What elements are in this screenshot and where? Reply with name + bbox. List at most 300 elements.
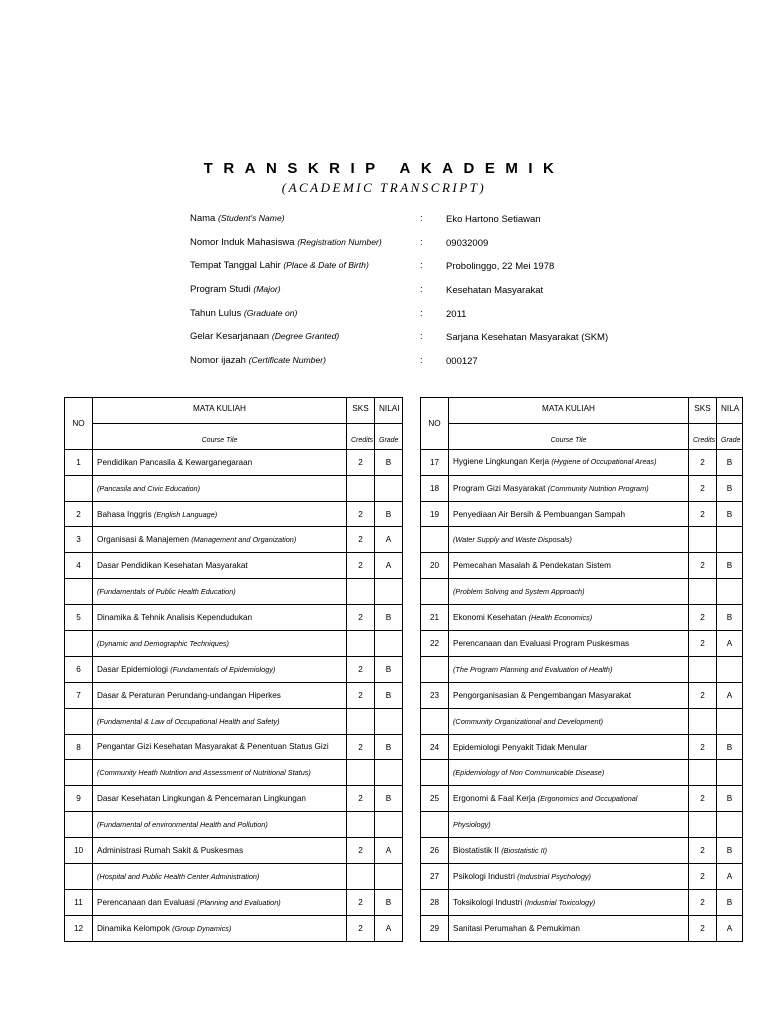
info-label — [190, 355, 326, 366]
course-sks — [689, 812, 717, 838]
course-name — [93, 915, 347, 941]
info-colon: : — [420, 355, 423, 367]
course-name — [93, 605, 347, 631]
info-row — [190, 355, 650, 379]
header-nilai: NILAI — [375, 398, 403, 424]
course-grade: B — [717, 553, 743, 579]
course-name — [93, 656, 347, 682]
course-name-en: (English Language) — [153, 509, 218, 519]
course-name — [93, 864, 347, 890]
info-value: 2011 — [446, 308, 467, 320]
course-grade: B — [375, 734, 403, 760]
course-sks: 2 — [689, 889, 717, 915]
header-course-sub: Course Tile — [93, 423, 347, 449]
course-grade: B — [717, 501, 743, 527]
table-row — [65, 553, 403, 579]
course-name — [93, 579, 347, 605]
course-name-id: Organisasi & Manajemen — [97, 535, 189, 545]
course-name-en: (Problem Solving and System Approach) — [453, 587, 585, 597]
course-name — [449, 708, 689, 734]
course-no: 28 — [421, 889, 449, 915]
table-row — [421, 475, 743, 501]
table-row — [65, 786, 403, 812]
course-name — [449, 864, 689, 890]
table-row — [421, 760, 743, 786]
course-grade: B — [375, 682, 403, 708]
course-no: 18 — [421, 475, 449, 501]
course-name — [449, 527, 689, 553]
course-grade: B — [375, 449, 403, 475]
course-name-en: (Ergonomics and Occupational — [537, 794, 638, 804]
info-row — [190, 260, 650, 284]
course-sks: 2 — [689, 449, 717, 475]
course-grade — [375, 812, 403, 838]
course-name — [449, 605, 689, 631]
course-no: 27 — [421, 864, 449, 890]
course-grade: B — [717, 838, 743, 864]
course-sks: 2 — [347, 838, 375, 864]
course-sks — [347, 760, 375, 786]
info-label-id: Gelar Kesarjanaan — [190, 331, 270, 343]
course-no: 5 — [65, 605, 93, 631]
course-grade — [375, 579, 403, 605]
course-name-id: Administrasi Rumah Sakit & Puskesmas — [97, 846, 244, 856]
course-name-en: (Fundamental of environmental Health and Pollution) — [97, 820, 268, 830]
table-row — [65, 501, 403, 527]
course-name-id: Pengantar Gizi Kesehatan Masyarakat & Penentuan Status Gizi — [97, 741, 329, 751]
course-no: 20 — [421, 553, 449, 579]
table-row — [421, 449, 743, 475]
course-sks: 2 — [347, 553, 375, 579]
course-grade — [375, 475, 403, 501]
course-name — [93, 838, 347, 864]
course-sks: 2 — [347, 786, 375, 812]
course-name — [449, 915, 689, 941]
course-sks: 2 — [689, 682, 717, 708]
header-course: MATA KULIAH — [93, 398, 347, 424]
header-course-sub: Course Tile — [449, 423, 689, 449]
table-row — [65, 631, 403, 657]
info-label-en: (Certificate Number) — [248, 355, 326, 366]
table-row — [421, 915, 743, 941]
info-label-id: Nama — [190, 213, 216, 224]
course-name-en: (Group Dynamics) — [172, 923, 232, 933]
course-grade: B — [717, 889, 743, 915]
info-row — [190, 331, 650, 355]
table-row — [421, 656, 743, 682]
course-name — [93, 708, 347, 734]
course-sks: 2 — [347, 656, 375, 682]
info-value: 09032009 — [446, 237, 489, 249]
course-name-id: Dasar Kesehatan Lingkungan & Pencemaran Lingkungan — [97, 794, 306, 804]
course-name — [449, 682, 689, 708]
info-label-id: Tempat Tanggal Lahir — [190, 260, 281, 272]
header-sks-sub: Credits — [689, 423, 717, 449]
course-name — [93, 527, 347, 553]
course-sks — [689, 579, 717, 605]
course-sks: 2 — [347, 915, 375, 941]
course-grade — [717, 812, 743, 838]
course-no — [421, 527, 449, 553]
course-no — [421, 760, 449, 786]
course-no — [421, 579, 449, 605]
header-sks: SKS — [347, 398, 375, 424]
course-no — [65, 864, 93, 890]
course-name-id: Pemecahan Masalah & Pendekatan Sistem — [453, 561, 611, 571]
course-name — [93, 889, 347, 915]
course-grade: B — [717, 475, 743, 501]
course-no: 23 — [421, 682, 449, 708]
course-name-en: (Dynamic and Demographic Techniques) — [97, 638, 229, 648]
course-grade: A — [375, 527, 403, 553]
course-no — [65, 708, 93, 734]
info-colon: : — [420, 236, 423, 248]
course-name-id: Hygiene Lingkungan Kerja — [453, 456, 550, 466]
course-name-en: (Management and Organization) — [191, 535, 297, 545]
course-name — [93, 553, 347, 579]
course-grade: B — [375, 605, 403, 631]
course-name — [449, 579, 689, 605]
info-label-en: (Student's Name) — [217, 213, 285, 223]
course-no: 4 — [65, 553, 93, 579]
course-grade — [375, 631, 403, 657]
table-row — [65, 734, 403, 760]
course-no — [65, 631, 93, 657]
info-row — [190, 284, 650, 308]
course-no: 25 — [421, 786, 449, 812]
table-row — [421, 708, 743, 734]
course-grade — [717, 527, 743, 553]
table-row — [65, 708, 403, 734]
course-grade: B — [717, 734, 743, 760]
info-label — [190, 331, 339, 342]
course-grade — [375, 864, 403, 890]
table-row — [65, 838, 403, 864]
table-row — [65, 682, 403, 708]
table-row — [65, 605, 403, 631]
info-value: Eko Hartono Setiawan — [446, 214, 541, 225]
course-no — [65, 760, 93, 786]
course-name — [93, 682, 347, 708]
course-sks: 2 — [347, 449, 375, 475]
info-label — [190, 284, 281, 295]
course-no: 8 — [65, 734, 93, 760]
header-nilai-sub: Grade — [375, 423, 403, 449]
course-name-en: (Health Economics) — [528, 613, 593, 623]
course-no: 1 — [65, 449, 93, 475]
transcript-table-left — [64, 397, 403, 942]
course-name-en: (Community Organizational and Development) — [453, 716, 604, 726]
course-grade: B — [717, 786, 743, 812]
table-row — [421, 889, 743, 915]
course-name-id: Pengorganisasian & Pengembangan Masyarakat — [453, 690, 631, 700]
table-row — [421, 605, 743, 631]
info-label — [190, 237, 382, 248]
table-row — [421, 527, 743, 553]
course-name — [93, 475, 347, 501]
course-sks: 2 — [689, 864, 717, 890]
course-sks: 2 — [347, 889, 375, 915]
info-label — [190, 213, 285, 224]
transcript-table-right — [420, 397, 743, 942]
info-label-en: (Degree Granted) — [271, 331, 340, 342]
course-sks — [689, 527, 717, 553]
course-name-id: Pendidikan Pancasila & Kewarganegaraan — [97, 457, 253, 467]
course-name-id: Ekonomi Kesehatan — [453, 613, 527, 623]
course-no — [65, 812, 93, 838]
course-name — [93, 631, 347, 657]
course-name-en: (Biostatistic II) — [501, 846, 548, 856]
course-name-id: Dasar & Peraturan Perundang-undangan Hiperkes — [97, 690, 281, 700]
info-label — [190, 308, 297, 319]
course-grade: A — [717, 631, 743, 657]
table-row — [65, 760, 403, 786]
course-name-en: (Epidemiology of Non Communicable Disease) — [453, 768, 605, 778]
course-name-en: (Pancasila and Civic Education) — [97, 483, 201, 493]
course-no: 22 — [421, 631, 449, 657]
course-no: 6 — [65, 656, 93, 682]
info-value: 000127 — [446, 356, 478, 368]
course-grade — [375, 708, 403, 734]
course-sks: 2 — [347, 527, 375, 553]
course-no — [421, 656, 449, 682]
table-row — [421, 579, 743, 605]
table-row — [65, 864, 403, 890]
header-nilai-sub: Grade — [717, 423, 743, 449]
course-sks — [347, 631, 375, 657]
table-row — [65, 449, 403, 475]
course-grade: A — [717, 915, 743, 941]
course-name — [93, 734, 347, 760]
course-name-id: Program Gizi Masyarakat — [453, 483, 546, 493]
table-row — [65, 656, 403, 682]
info-label-en: (Registration Number) — [297, 236, 382, 247]
header-no: NO — [421, 398, 449, 450]
course-sks: 2 — [689, 734, 717, 760]
table-row — [65, 915, 403, 941]
course-sks: 2 — [689, 786, 717, 812]
course-name — [449, 631, 689, 657]
course-grade — [375, 760, 403, 786]
course-sks: 2 — [347, 734, 375, 760]
table-row — [421, 838, 743, 864]
header-sks-sub: Credits — [347, 423, 375, 449]
course-name — [93, 786, 347, 812]
course-name — [449, 889, 689, 915]
course-name-id: Toksikologi Industri — [453, 897, 523, 907]
course-no: 7 — [65, 682, 93, 708]
course-grade — [717, 708, 743, 734]
course-grade: B — [375, 786, 403, 812]
course-no — [65, 579, 93, 605]
info-value: Kesehatan Masyarakat — [446, 285, 544, 297]
course-no: 29 — [421, 915, 449, 941]
info-row — [190, 237, 650, 261]
course-name-en: (Fundamentals of Public Health Education) — [97, 587, 236, 597]
header-nilai: NILA — [717, 398, 743, 424]
course-grade — [717, 579, 743, 605]
info-value: Sarjana Kesehatan Masyarakat (SKM) — [446, 332, 609, 344]
table-row — [421, 553, 743, 579]
table-row — [421, 864, 743, 890]
course-sks: 2 — [689, 838, 717, 864]
course-grade — [717, 656, 743, 682]
course-name — [93, 501, 347, 527]
course-sks: 2 — [347, 501, 375, 527]
course-name-id: Biostatistik II — [453, 846, 499, 856]
course-name — [449, 760, 689, 786]
table-row — [421, 786, 743, 812]
table-row — [65, 527, 403, 553]
header-sks: SKS — [689, 398, 717, 424]
course-sks — [689, 708, 717, 734]
course-sks — [347, 864, 375, 890]
course-name — [449, 786, 689, 812]
course-no: 26 — [421, 838, 449, 864]
course-sks — [347, 708, 375, 734]
course-grade: A — [375, 915, 403, 941]
course-sks: 2 — [347, 605, 375, 631]
course-name — [93, 449, 347, 475]
table-row — [65, 475, 403, 501]
table-row — [65, 812, 403, 838]
course-sks: 2 — [689, 605, 717, 631]
course-grade: A — [717, 682, 743, 708]
course-name-en: Physiology) — [453, 820, 491, 830]
course-sks — [689, 656, 717, 682]
info-value: Probolinggo, 22 Mei 1978 — [446, 261, 555, 273]
info-row — [190, 213, 650, 237]
info-colon: : — [420, 260, 423, 272]
course-name — [449, 449, 689, 475]
course-no: 17 — [421, 449, 449, 475]
student-info — [190, 213, 650, 379]
course-name-id: Perencanaan dan Evaluasi — [97, 897, 195, 907]
info-label-id: Nomor Induk Mahasiswa — [190, 236, 295, 248]
course-grade: B — [375, 889, 403, 915]
header-no: NO — [65, 398, 93, 450]
info-label-id: Tahun Lulus — [190, 307, 242, 319]
info-label-en: (Place & Date of Birth) — [283, 260, 369, 271]
course-grade: A — [375, 838, 403, 864]
course-grade: B — [375, 656, 403, 682]
course-name-en: (Water Supply and Waste Disposals) — [453, 535, 572, 545]
course-name-en: (Fundamental & Law of Occupational Health and Safety) — [97, 716, 280, 726]
info-colon: : — [420, 284, 423, 296]
course-name — [93, 812, 347, 838]
course-name-en: (Fundamentals of Epidemiology) — [170, 664, 276, 674]
info-colon: : — [420, 331, 423, 343]
course-name-en: (Industrial Psychology) — [517, 871, 591, 881]
info-colon: : — [420, 307, 423, 319]
course-name-en: (Community Heath Nutrition and Assessment of Nutritional Status) — [97, 768, 311, 778]
course-name-id: Bahasa Inggris — [97, 509, 152, 519]
course-name-en: (Planning and Evaluation) — [197, 897, 281, 907]
header-course: MATA KULIAH — [449, 398, 689, 424]
info-label-en: (Major) — [253, 284, 281, 295]
course-grade: B — [717, 449, 743, 475]
course-sks: 2 — [347, 682, 375, 708]
course-name-en: (Hospital and Public Health Center Administration) — [97, 871, 260, 881]
info-label-en: (Graduate on) — [243, 307, 298, 318]
course-sks — [689, 760, 717, 786]
course-name-id: Penyediaan Air Bersih & Pembuangan Sampah — [453, 509, 626, 519]
info-row — [190, 308, 650, 332]
course-sks — [347, 475, 375, 501]
table-row — [421, 812, 743, 838]
course-name-en: (Industrial Toxicology) — [524, 897, 596, 907]
course-no: 19 — [421, 501, 449, 527]
info-colon: : — [420, 213, 423, 224]
course-name-id: Dasar Pendidikan Kesehatan Masyarakat — [97, 561, 248, 571]
page-title: TRANSKRIP AKADEMIK — [203, 160, 565, 177]
course-name-en: (The Program Planning and Evaluation of Health) — [453, 664, 613, 674]
course-no: 11 — [65, 889, 93, 915]
course-grade — [717, 760, 743, 786]
course-name — [449, 734, 689, 760]
course-name-id: Sanitasi Perumahan & Pemukiman — [453, 923, 580, 933]
course-sks: 2 — [689, 915, 717, 941]
course-name-en: (Hygiene of Occupational Areas) — [551, 456, 657, 466]
course-no: 3 — [65, 527, 93, 553]
course-no: 24 — [421, 734, 449, 760]
course-sks: 2 — [689, 553, 717, 579]
table-row — [421, 501, 743, 527]
course-no: 12 — [65, 915, 93, 941]
table-row — [421, 682, 743, 708]
course-name — [449, 553, 689, 579]
info-label-id: Program Studi — [190, 284, 251, 296]
course-sks — [347, 812, 375, 838]
table-row — [421, 631, 743, 657]
course-no — [421, 708, 449, 734]
course-no: 9 — [65, 786, 93, 812]
course-no — [65, 475, 93, 501]
course-name-id: Ergonomi & Faal Kerja — [453, 794, 536, 804]
course-name — [449, 501, 689, 527]
course-name-id: Dinamika & Tehnik Analisis Kependudukan — [97, 613, 253, 623]
course-name — [449, 475, 689, 501]
course-sks: 2 — [689, 501, 717, 527]
course-grade: A — [717, 864, 743, 890]
course-name — [449, 838, 689, 864]
course-name-id: Dinamika Kelompok — [97, 923, 170, 933]
table-row — [421, 734, 743, 760]
info-label — [190, 260, 369, 271]
table-row — [65, 579, 403, 605]
course-grade: B — [717, 605, 743, 631]
course-name — [449, 656, 689, 682]
course-no — [421, 812, 449, 838]
table-row — [65, 889, 403, 915]
course-name-id: Psikologi Industri — [453, 871, 515, 881]
course-name — [449, 812, 689, 838]
info-label-id: Nomor ijazah — [190, 355, 246, 367]
course-grade: B — [375, 501, 403, 527]
course-sks: 2 — [689, 631, 717, 657]
course-no: 2 — [65, 501, 93, 527]
course-sks — [347, 579, 375, 605]
course-grade: A — [375, 553, 403, 579]
course-name-en: (Community Nutrition Program) — [547, 483, 649, 493]
course-name-id: Perencanaan dan Evaluasi Program Puskesmas — [453, 638, 630, 648]
course-no: 10 — [65, 838, 93, 864]
course-name-id: Dasar Epidemiologi — [97, 664, 168, 674]
course-name-id: Epidemiologi Penyakit Tidak Menular — [453, 742, 588, 752]
page-subtitle: (ACADEMIC TRANSCRIPT) — [281, 180, 487, 195]
course-name — [93, 760, 347, 786]
course-no: 21 — [421, 605, 449, 631]
